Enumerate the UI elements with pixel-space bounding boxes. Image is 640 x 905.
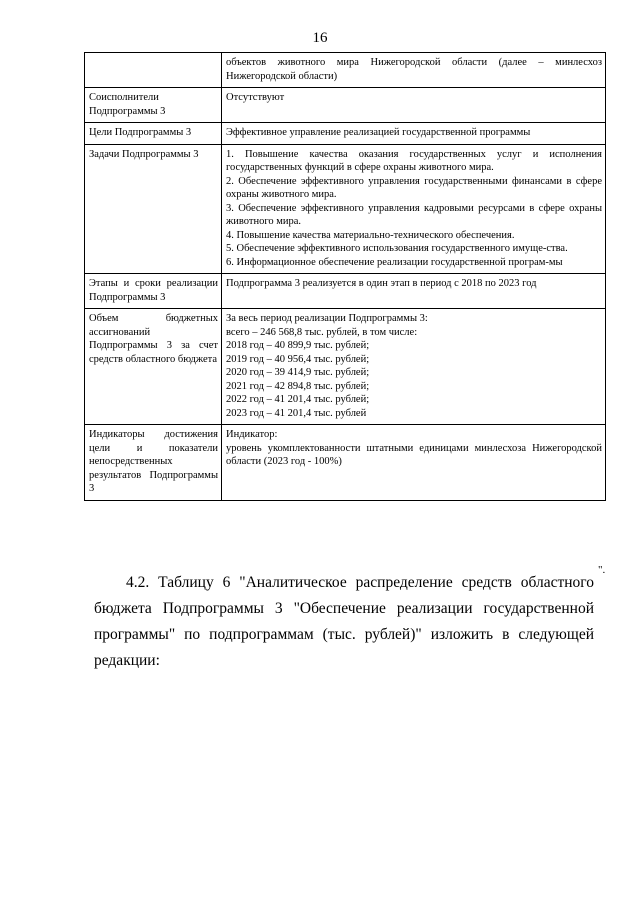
value-line: объектов животного мира Нижегородской области (далее – минлесхоз Нижегородской области) [226,57,602,82]
row-label: Объем бюджетных ассигнований Подпрограммы 3 за счет средств областного бюджета [85,309,222,425]
row-label [85,53,222,88]
task-item: 1. Повышение качества оказания государственных услуг и исполнения государственных функций в сфере охраны животного мира. [226,148,602,173]
value-line: Отсутствуют [226,92,285,103]
task-item: 4. Повышение качества материально-технического обеспечения. [226,229,515,241]
budget-line: 2018 год – 40 899,9 тыс. рублей; [226,340,370,351]
paragraph-text: 4.2. Таблицу 6 "Аналитическое распределение средств областного бюджета Подпрограммы 3 "Обеспечение реализации государственной программы" по подпрограммам (тыс. рублей)" изложить в следующей редакции: [94,574,594,669]
row-value [222,88,606,123]
value-line: уровень укомплектованности штатными единицами минлесхоза Нижегородской области (2023 год - 100%) [226,442,602,467]
row-label: Цели Подпрограммы 3 [85,123,222,145]
value-line: Подпрограмма 3 реализуется в один этап в период с 2018 по 2023 год [226,278,537,289]
task-item: 2. Обеспечение эффективного управления государственными финансами в сфере охраны животного мира. [226,175,602,200]
body-paragraph [94,570,594,674]
task-item: 6. Информационное обеспечение реализации государственной програм-мы [226,256,563,268]
budget-line: 2019 год – 40 956,4 тыс. рублей; [226,353,370,365]
table-row [85,123,606,145]
subprogram-passport-table [84,52,606,501]
table-row [85,274,606,309]
row-label: Задачи Подпрограммы 3 [85,144,222,274]
row-value [222,53,606,88]
budget-line: 2021 год – 42 894,8 тыс. рублей; [226,380,370,392]
table-row [85,309,606,425]
budget-line: 2023 год – 41 201,4 тыс. рублей [226,407,367,419]
row-label: Этапы и сроки реализации Подпрограммы 3 [85,274,222,309]
row-value [222,144,606,274]
table-row [85,88,606,123]
budget-line: 2022 год – 41 201,4 тыс. рублей; [226,394,370,405]
table-row [85,53,606,88]
table-row [85,425,606,501]
row-value [222,309,606,425]
row-label: Индикаторы достижения цели и показатели непосредственных результатов Подпрограммы 3 [85,425,222,501]
row-label: Соисполнители Подпрограммы 3 [85,88,222,123]
closing-quote-mark: ". [598,564,606,576]
table-row [85,144,606,274]
budget-line: всего – 246 568,8 тыс. рублей, в том числе: [226,326,418,338]
task-item: 5. Обеспечение эффективного использования государственного имуще-ства. [226,243,568,254]
budget-line: 2020 год – 39 414,9 тыс. рублей; [226,367,370,378]
value-line: Эффективное управление реализацией государственной программы [226,127,531,138]
page-number: 16 [312,30,328,46]
row-value [222,123,606,145]
row-value [222,274,606,309]
value-line: Индикатор: [226,429,278,440]
row-value [222,425,606,501]
budget-line: За весь период реализации Подпрограммы 3: [226,313,428,324]
task-item: 3. Обеспечение эффективного управления кадровыми ресурсами в сфере охраны животного мира. [226,202,602,227]
